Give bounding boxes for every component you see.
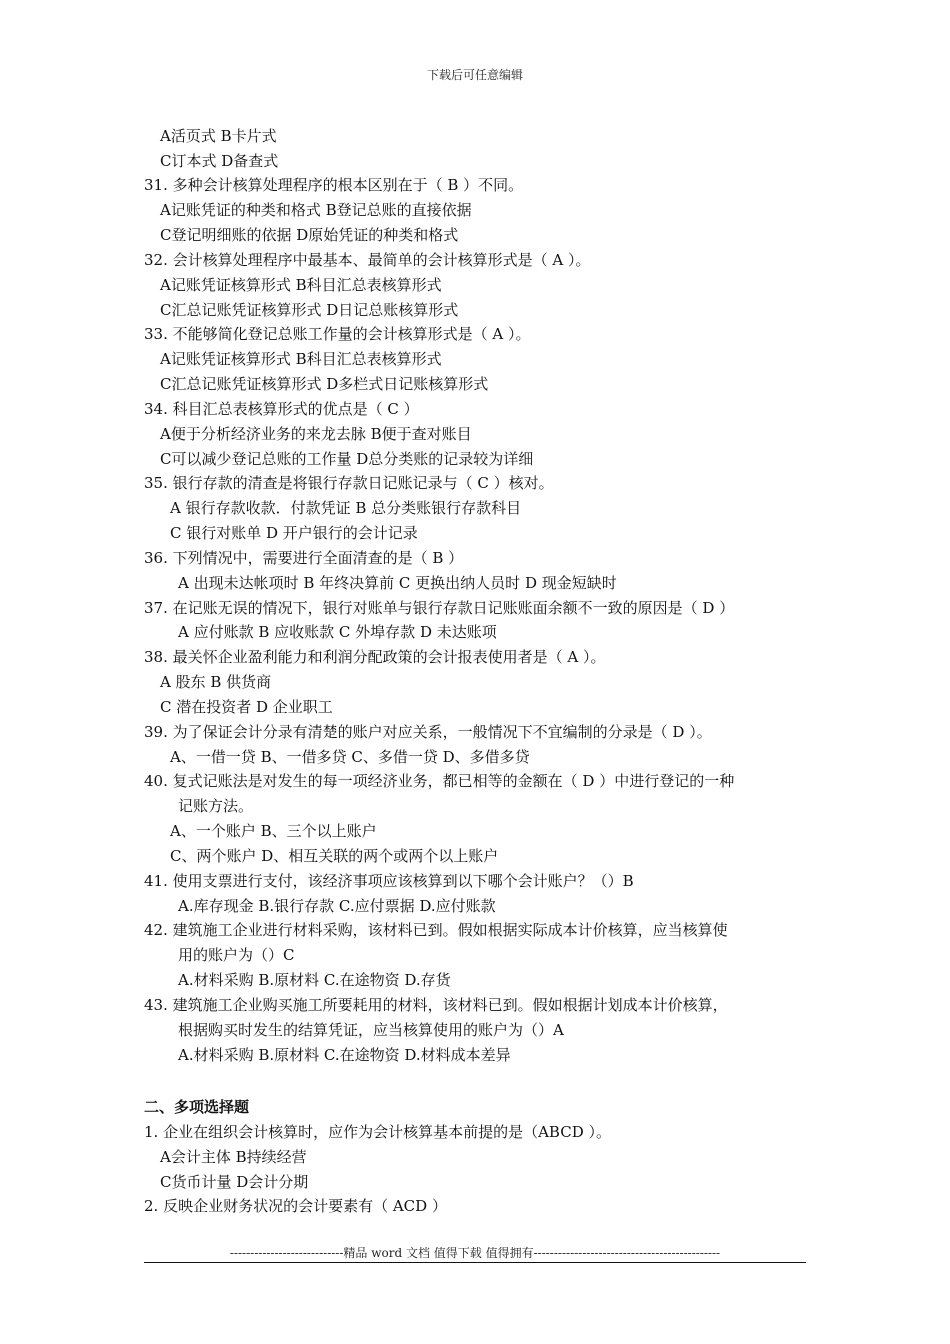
question-line: 33. 不能够简化登记总账工作量的会计核算形式是（ A ）。 — [144, 325, 531, 343]
option-line: C汇总记账凭证核算形式 D日记总账核算形式 — [160, 301, 459, 319]
page-header: 下载后可任意编辑 — [426, 68, 523, 82]
option-line: A记账凭证的种类和格式 B登记总账的直接依据 — [160, 201, 472, 219]
question-line: 32. 会计核算处理程序中最基本、最简单的会计核算形式是（ A ）。 — [144, 251, 591, 269]
option-line: A会计主体 B持续经营 — [160, 1148, 307, 1166]
option-line: A 应付账款 B 应收账款 C 外埠存款 D 未达账项 — [178, 623, 497, 641]
option-line: C、两个账户 D、相互关联的两个或两个以上账户 — [170, 847, 499, 865]
option-line: A、一个账户 B、三个以上账户 — [170, 822, 377, 840]
question-continuation: 记账方法。 — [178, 797, 254, 815]
option-line: A.材料采购 B.原材料 C.在途物资 D.材料成本差异 — [178, 1046, 511, 1064]
option-line: C 银行对账单 D 开户银行的会计记录 — [170, 524, 418, 542]
option-line: A记账凭证核算形式 B科目汇总表核算形式 — [160, 276, 442, 294]
question-line: 43. 建筑施工企业购买施工所要耗用的材料，该材料已到。假如根据计划成本计价核算， — [144, 996, 728, 1014]
question-line: 42. 建筑施工企业进行材料采购，该材料已到。假如根据实际成本计价核算，应当核算使 — [144, 921, 728, 939]
question-line: 1. 企业在组织会计核算时，应作为会计核算基本前提的是（ABCD ）。 — [144, 1123, 611, 1141]
option-line: A.库存现金 B.银行存款 C.应付票据 D.应付账款 — [178, 897, 496, 915]
option-line: C货币计量 D会计分期 — [160, 1173, 309, 1191]
question-line: 37. 在记账无误的情况下，银行对账单与银行存款日记账账面余额不一致的原因是（ D ） — [144, 599, 735, 617]
option-line: C 潜在投资者 D 企业职工 — [160, 698, 333, 716]
question-continuation: 根据购买时发生的结算凭证，应当核算使用的账户为（）A — [178, 1021, 564, 1039]
option-line: C可以减少登记总账的工作量 D总分类账的记录较为详细 — [160, 450, 534, 468]
option-line: A、一借一贷 B、一借多贷 C、多借一贷 D、多借多贷 — [170, 748, 530, 766]
question-line: 39. 为了保证会计分录有清楚的账户对应关系，一般情况下不宜编制的分录是（ D ）。 — [144, 723, 712, 741]
question-line: 38. 最关怀企业盈利能力和利润分配政策的会计报表使用者是（ A ）。 — [144, 648, 606, 666]
option-line: C登记明细账的依据 D原始凭证的种类和格式 — [160, 226, 459, 244]
option-line: A.材料采购 B.原材料 C.在途物资 D.存货 — [178, 971, 451, 989]
footer-divider — [144, 1262, 806, 1263]
question-line: 41. 使用支票进行支付，该经济事项应该核算到以下哪个会计账户？（）B — [144, 872, 634, 890]
option-line: C汇总记账凭证核算形式 D多栏式日记账核算形式 — [160, 375, 489, 393]
option-line: A 股东 B 供货商 — [160, 673, 272, 691]
question-line: 35. 银行存款的清查是将银行存款日记账记录与（ C ）核对。 — [144, 474, 554, 492]
option-line: A便于分析经济业务的来龙去脉 B便于查对账目 — [160, 425, 472, 443]
question-line: 31. 多种会计核算处理程序的根本区别在于（ B ）不同。 — [144, 176, 524, 194]
option-line: A 出现未达帐项时 B 年终决算前 C 更换出纳人员时 D 现金短缺时 — [178, 574, 617, 592]
question-line: 34. 科目汇总表核算形式的优点是（ C ） — [144, 400, 419, 418]
option-line: A 银行存款收款．付款凭证 B 总分类账银行存款科目 — [170, 499, 522, 517]
section-title: 二、多项选择题 — [144, 1098, 250, 1116]
option-line: A活页式 B卡片式 — [160, 127, 277, 145]
page-footer: ----------------------------精品 word 文档 值得下载 值得拥有---------------------------------------------- — [229, 1246, 721, 1260]
question-line: 36. 下列情况中，需要进行全面清查的是（ B ） — [144, 549, 464, 567]
question-line: 40. 复式记账法是对发生的每一项经济业务，都已相等的金额在（ D ）中进行登记的一种 — [144, 772, 735, 790]
option-line: A记账凭证核算形式 B科目汇总表核算形式 — [160, 350, 442, 368]
question-line: 2. 反映企业财务状况的会计要素有（ ACD ） — [144, 1197, 447, 1215]
option-line: C订本式 D备查式 — [160, 152, 279, 170]
question-continuation: 用的账户为（）C — [178, 946, 295, 964]
